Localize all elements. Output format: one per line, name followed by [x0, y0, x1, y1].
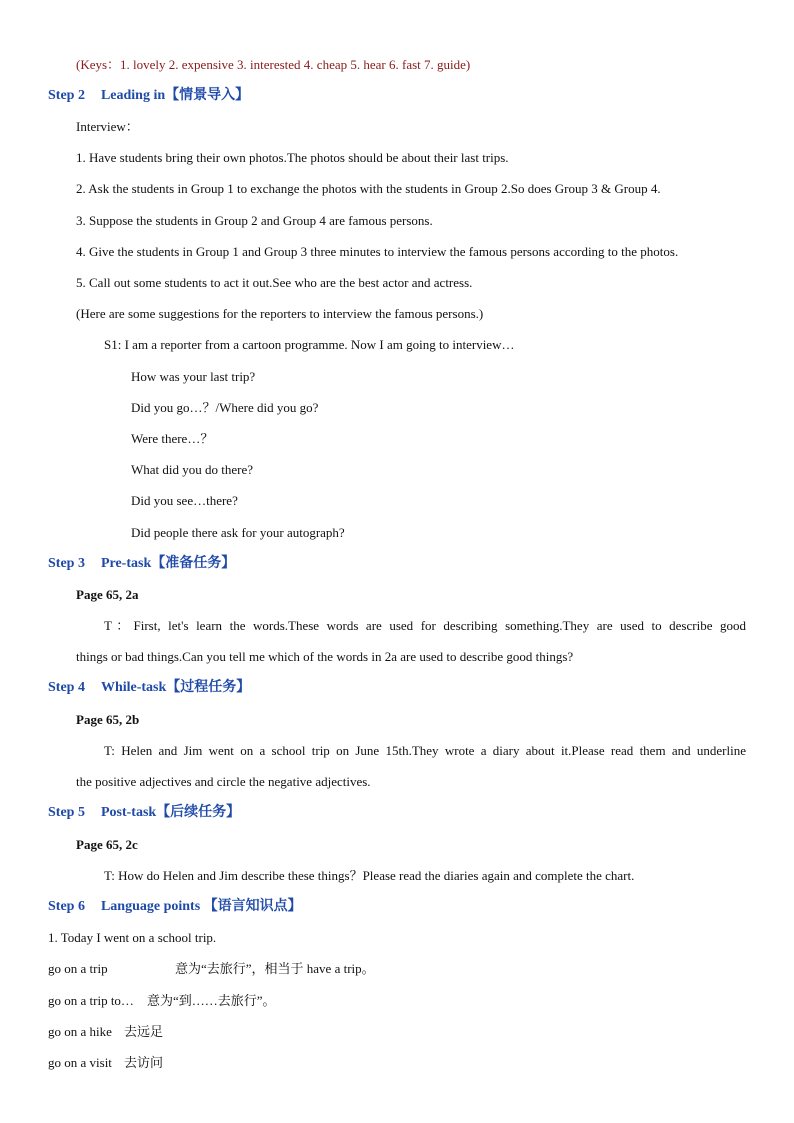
step-title: While-task【过程任务】 — [100, 680, 251, 695]
step-3-heading — [48, 556, 235, 572]
question-item: How was your last trip? — [131, 369, 256, 384]
interview-heading: Interview： — [76, 119, 139, 134]
paragraph-line: the positive adjectives and circle the negative adjectives. — [76, 774, 371, 789]
list-item: 2. Ask the students in Group 1 to exchange the photos with the students in Group 2.So does Group 3 & Group 4. — [76, 181, 661, 196]
step-6-heading — [48, 899, 302, 915]
interview-note: (Here are some suggestions for the reporters to interview the famous persons.) — [76, 306, 484, 321]
phrase-zh: 去访问 — [124, 1055, 164, 1070]
question-item: Did people there ask for your autograph? — [131, 525, 345, 540]
step-title: Pre-task【准备任务】 — [100, 556, 236, 571]
step-label: Step 6 — [48, 899, 85, 914]
step-title: Language points 【语言知识点】 — [100, 899, 302, 914]
list-item: 1. Have students bring their own photos.The photos should be about their last trips. — [76, 150, 509, 165]
step-5-heading — [48, 805, 240, 821]
phrase-zh: 意为“去旅行”，相当于 have a trip。 — [175, 961, 375, 976]
question-item: Did you go…？/Where did you go? — [131, 400, 319, 415]
step-title: Post-task【后续任务】 — [100, 805, 241, 820]
step-label: Step 3 — [48, 556, 85, 571]
phrase-zh: 去远足 — [124, 1024, 164, 1039]
list-item: 5. Call out some students to act it out.See who are the best actor and actress. — [76, 275, 473, 290]
s1-line: S1: I am a reporter from a cartoon programme. Now I am going to interview… — [104, 337, 515, 352]
page-reference: Page 65, 2b — [76, 712, 140, 727]
paragraph-line: things or bad things.Can you tell me which of the words in 2a are used to describe good things? — [76, 649, 574, 664]
step-label: Step 4 — [48, 680, 85, 695]
paragraph-line: T: Helen and Jim went on a school trip on June 15th.They wrote a diary about it.Please read them and underline — [104, 743, 746, 758]
list-item: 4. Give the students in Group 1 and Group 3 three minutes to interview the famous persons according to the photos. — [76, 244, 679, 259]
paragraph-line: T：First, let's learn the words.These words are used for describing something.They are used to describe good — [104, 618, 746, 633]
step-4-heading — [48, 680, 250, 696]
language-point: 1. Today I went on a school trip. — [48, 930, 217, 945]
paragraph-line: T: How do Helen and Jim describe these things？Please read the diaries again and complete the chart. — [104, 868, 635, 883]
step-2-heading — [48, 88, 249, 104]
step-label: Step 2 — [48, 88, 85, 103]
step-title: Leading in【情景导入】 — [100, 88, 250, 103]
phrase-en: go on a trip to… — [48, 993, 134, 1008]
phrase-en: go on a hike — [48, 1024, 112, 1039]
step-label: Step 5 — [48, 805, 85, 820]
question-item: What did you do there? — [131, 462, 254, 477]
phrase-en: go on a visit — [48, 1055, 112, 1070]
list-item: 3. Suppose the students in Group 2 and Group 4 are famous persons. — [76, 213, 433, 228]
page-reference: Page 65, 2a — [76, 587, 139, 602]
answer-keys: (Keys：1. lovely 2. expensive 3. interested 4. cheap 5. hear 6. fast 7. guide) — [76, 57, 471, 72]
phrase-en: go on a trip — [48, 961, 108, 976]
phrase-zh: 意为“到……去旅行”。 — [147, 993, 276, 1008]
question-item: Did you see…there? — [131, 493, 238, 508]
question-item: Were there…？ — [131, 431, 214, 446]
page-reference: Page 65, 2c — [76, 837, 138, 852]
